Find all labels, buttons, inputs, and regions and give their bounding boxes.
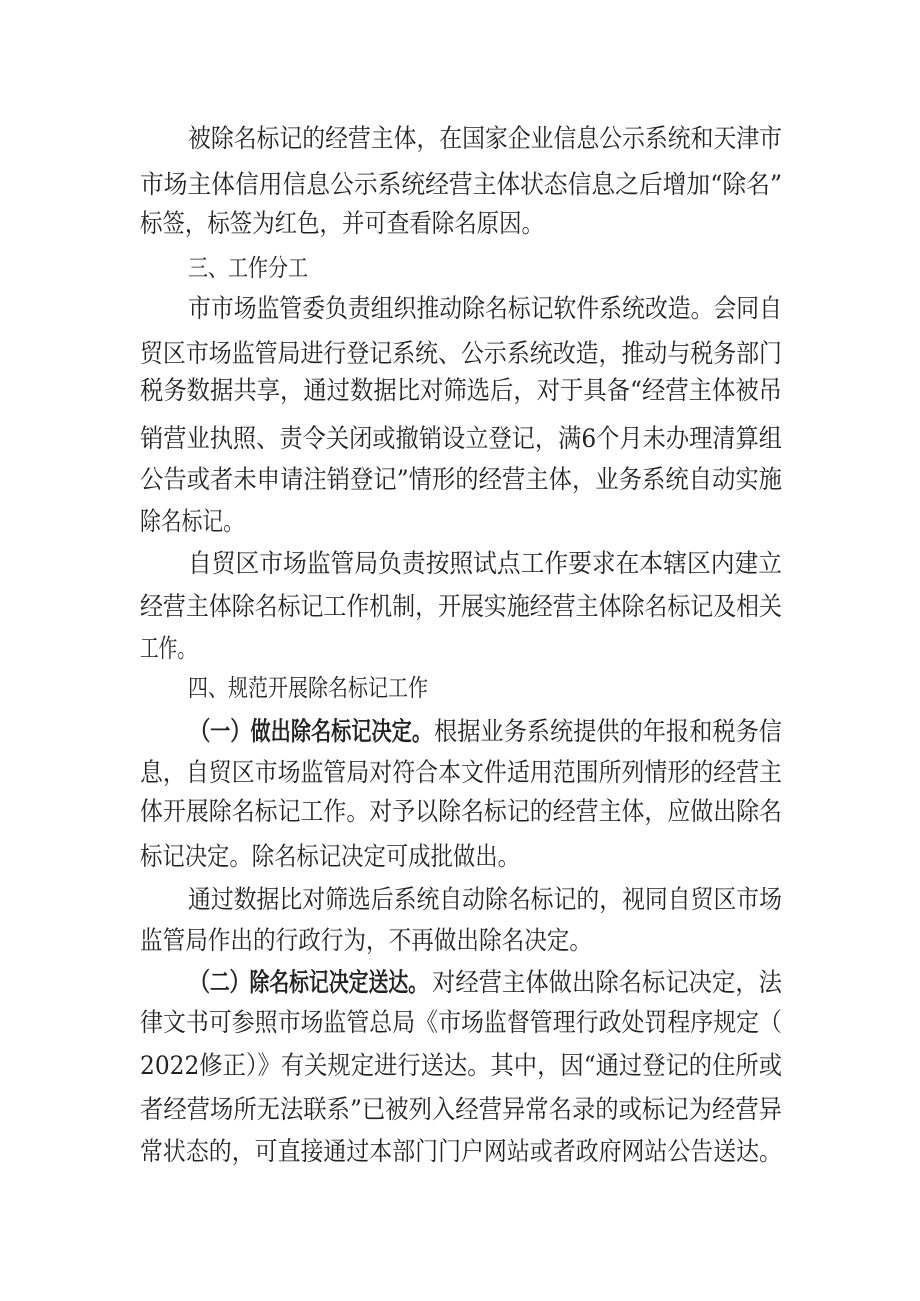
paragraph-text: 律文书可参照市场监管总局《市场监督管理行政处罚程序规定（	[140, 1008, 782, 1038]
paragraph-text: 常状态的，可直接通过本部门门户网站或者政府网站公告送达。	[140, 1137, 782, 1167]
subsection-lead: （二）除名标记决定送达。	[190, 968, 428, 998]
paragraph-text: 通过数据比对筛选后系统自动除名标记的，视同自贸区市场	[188, 885, 782, 915]
paragraph-text: 工作。	[140, 634, 196, 664]
body-line	[0, 284, 920, 334]
paragraph-text: 自贸区市场监管局负责按照试点工作要求在本辖区内建立	[188, 549, 782, 579]
paragraph-text: 根据业务系统提供的年报和税务信	[434, 717, 782, 747]
paragraph-text: 标签，标签为红色，并可查看除名原因。	[140, 209, 544, 239]
paragraph-text: 对经营主体做出除名标记决定，法	[432, 968, 782, 998]
paragraph-text: 被除名标记的经营主体，在国家企业信息公示系统和天津市	[188, 124, 782, 154]
paragraph-text: 2022修正）》有关规定进行送达。其中，因“通过登记的住所或	[140, 1051, 782, 1081]
paragraph-text: 除名标记。	[140, 507, 244, 537]
paragraph-text: 市市场监管委负责组织推动除名标记软件系统改造。会同自	[188, 294, 782, 324]
paragraph-text: 销营业执照、责令关闭或撤销设立登记，满6个月未办理清算组	[140, 424, 782, 454]
paragraph-text: 体开展除名标记工作。对予以除名标记的经营主体，应做出除名	[140, 797, 782, 827]
paragraph-text: 监管局作出的行政行为，不再做出除名决定。	[140, 926, 592, 956]
body-line	[0, 114, 920, 164]
paragraph-text: 市场主体信用信息公示系统经营主体状态信息之后增加“除名”	[140, 170, 782, 200]
paragraph-text: 经营主体除名标记工作机制，开展实施经营主体除名标记及相关	[140, 592, 782, 622]
body-line	[0, 1127, 920, 1177]
body-line	[0, 366, 920, 416]
paragraph-text: 公告或者未申请注销登记”情形的经营主体，业务系统自动实施	[140, 465, 782, 495]
paragraph-text: 标记决定。除名标记决定可成批做出。	[140, 842, 520, 872]
body-line	[0, 1041, 920, 1091]
paragraph-text: 税务数据共享，通过数据比对筛选后，对于具备“经营主体被吊	[140, 376, 782, 406]
paragraph-text: 息，自贸区市场监管局对符合本文件适用范围所列情形的经营主	[140, 758, 782, 788]
body-line	[0, 787, 920, 837]
section-heading	[0, 663, 920, 713]
paragraph-text: 贸区市场监管局进行登记系统、公示系统改造，推动与税务部门	[140, 339, 782, 369]
section-heading-text: 四、规范开展除名标记工作	[188, 674, 428, 702]
section-heading-text: 三、工作分工	[188, 254, 308, 282]
body-line	[0, 199, 920, 249]
paragraph-text: 者经营场所无法联系”已被列入经营异常名录的或标记为经营异	[140, 1095, 782, 1125]
subsection-lead: （一）做出除名标记决定。	[190, 717, 432, 747]
